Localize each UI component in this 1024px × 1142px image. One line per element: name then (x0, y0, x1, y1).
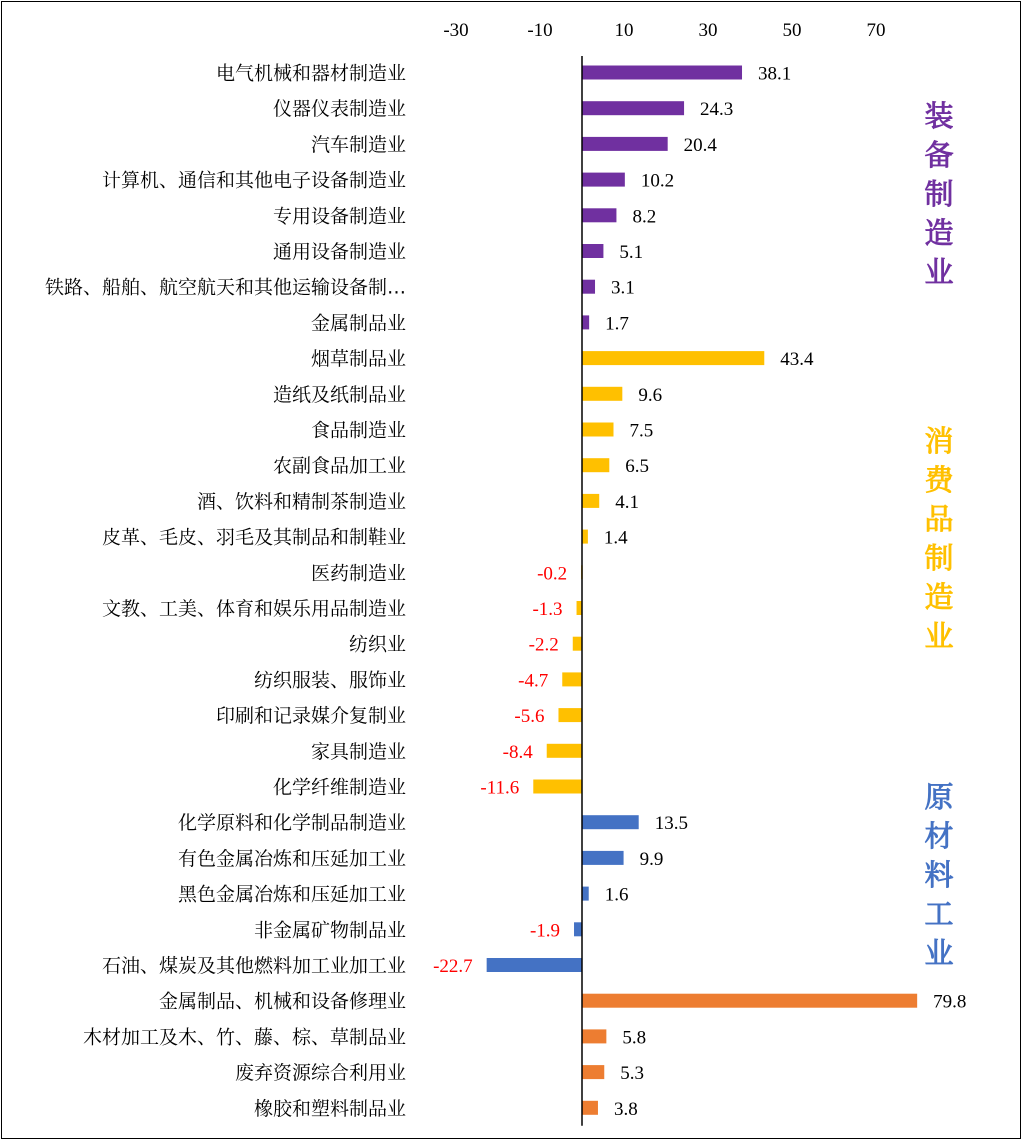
data-label: -0.2 (537, 563, 568, 585)
category-label: 计算机、通信和其他电子设备制造业 (101, 169, 406, 192)
group-annotation-char: 业 (924, 619, 954, 653)
category-label: 食品制造业 (310, 419, 406, 442)
category-label: 橡胶和塑料制品业 (253, 1097, 406, 1120)
bar (582, 315, 589, 329)
data-label: 8.2 (632, 206, 657, 228)
bar (582, 458, 609, 472)
bar (547, 744, 582, 758)
group-annotation-char: 业 (924, 936, 954, 970)
group-annotation-char: 制 (924, 541, 954, 575)
category-label: 文教、工美、体育和娱乐用品制造业 (101, 598, 406, 620)
group-annotation-char: 料 (924, 858, 954, 892)
category-label: 专用设备制造业 (272, 205, 406, 228)
group-annotation-char: 消 (924, 424, 954, 458)
category-label: 石油、煤炭及其他燃料加工业加工业 (101, 955, 406, 977)
category-label: 废弃资源综合利用业 (234, 1062, 406, 1085)
bar (558, 708, 582, 722)
x-tick-label: -30 (443, 20, 469, 41)
x-tick-label: 30 (698, 20, 718, 41)
category-label: 纺织业 (348, 633, 406, 656)
bar (582, 851, 624, 865)
bar (582, 173, 625, 187)
category-label: 有色金属冶炼和压延加工业 (177, 847, 406, 870)
category-label: 医药制造业 (310, 562, 406, 585)
group-annotation-char: 装 (924, 99, 954, 133)
data-label: -22.7 (433, 956, 473, 977)
bar (573, 637, 582, 651)
data-label: 20.4 (683, 134, 717, 156)
data-label: -8.4 (502, 741, 533, 763)
group-annotation-char: 材 (924, 819, 954, 853)
bar (582, 280, 595, 294)
bar (582, 1029, 606, 1043)
category-label: 酒、饮料和精制茶制造业 (196, 490, 406, 513)
category-label: 化学纤维制造业 (272, 776, 406, 799)
x-tick-label: 50 (782, 20, 802, 41)
data-label: 79.8 (933, 991, 967, 1013)
category-label: 印刷和记录媒介复制业 (215, 705, 406, 728)
bar (487, 958, 582, 972)
bar (582, 387, 622, 401)
category-label: 烟草制品业 (310, 348, 406, 371)
data-label: 38.1 (758, 63, 792, 85)
data-label: 13.5 (654, 813, 688, 835)
bar (574, 922, 582, 936)
group-annotation-char: 费 (924, 463, 954, 497)
category-label: 木材加工及木、竹、藤、棕、草制品业 (82, 1026, 406, 1049)
data-label: -1.9 (529, 920, 561, 942)
group-annotation-char: 品 (924, 502, 954, 536)
group-annotation-char: 备 (924, 138, 954, 172)
bar (582, 1065, 604, 1079)
group-annotation-char: 原 (924, 780, 954, 814)
category-label: 通用设备制造业 (272, 241, 406, 263)
group-annotation-char: 业 (924, 255, 954, 289)
group-annotation (924, 780, 953, 970)
category-label: 仪器仪表制造业 (272, 98, 406, 121)
data-label: 9.6 (638, 384, 663, 406)
data-label: 5.8 (622, 1027, 647, 1049)
bar (582, 530, 588, 544)
data-label: -2.2 (528, 634, 559, 656)
data-label: 4.1 (615, 491, 639, 513)
data-label: 5.1 (619, 242, 644, 263)
data-label: 1.7 (605, 313, 629, 335)
x-tick-label: 10 (614, 20, 634, 41)
x-tick-label: -10 (527, 20, 553, 41)
data-label: -4.7 (518, 670, 549, 692)
category-label: 金属制品业 (310, 312, 406, 335)
data-label: -5.6 (514, 706, 545, 728)
data-label: 1.4 (603, 527, 628, 549)
bar (577, 601, 582, 615)
bar (582, 351, 764, 365)
bar (582, 137, 668, 151)
data-label: -1.3 (532, 599, 563, 620)
bar (582, 244, 603, 258)
bar (582, 1101, 598, 1115)
bar (533, 780, 582, 794)
group-annotation-char: 造 (924, 216, 954, 250)
category-label: 农副食品加工业 (272, 455, 406, 478)
bar (582, 101, 684, 115)
data-label: 43.4 (780, 349, 814, 371)
data-label: 3.8 (613, 1098, 638, 1120)
data-label: 1.6 (604, 884, 629, 906)
category-label: 金属制品、机械和设备修理业 (158, 990, 406, 1013)
category-label: 家具制造业 (310, 740, 406, 763)
category-label: 电气机械和器材制造业 (215, 62, 406, 85)
bar (582, 494, 599, 508)
group-annotation-char: 造 (924, 580, 954, 614)
data-label: 5.3 (620, 1063, 645, 1085)
bar (562, 672, 582, 686)
category-label: 汽车制造业 (310, 133, 406, 156)
data-label: 3.1 (611, 277, 635, 299)
x-tick-label: 70 (866, 20, 886, 41)
bar (582, 887, 589, 901)
category-label: 皮革、毛皮、羽毛及其制品和制鞋业 (101, 526, 406, 549)
category-label: 造纸及纸制品业 (272, 383, 406, 406)
group-annotation-char: 工 (924, 897, 954, 931)
data-label: -11.6 (480, 777, 520, 799)
bar (582, 423, 614, 437)
group-annotation-char: 制 (924, 177, 954, 211)
data-label: 9.9 (639, 848, 664, 870)
bar (582, 994, 917, 1008)
bar (582, 208, 616, 222)
bar (582, 66, 742, 80)
bar (582, 815, 639, 829)
group-annotation (924, 99, 953, 289)
category-label: 铁路、船舶、航空航天和其他运输设备制… (44, 276, 406, 299)
category-label: 化学原料和化学制品制造业 (177, 812, 406, 835)
data-label: 10.2 (640, 170, 675, 192)
category-label: 纺织服装、服饰业 (253, 669, 406, 692)
category-label: 非金属矿物制品业 (253, 919, 406, 942)
data-label: 7.5 (629, 420, 654, 442)
category-label: 黑色金属冶炼和压延加工业 (177, 883, 406, 906)
data-label: 6.5 (625, 456, 650, 478)
data-label: 24.3 (700, 99, 734, 121)
group-annotation (924, 424, 954, 653)
